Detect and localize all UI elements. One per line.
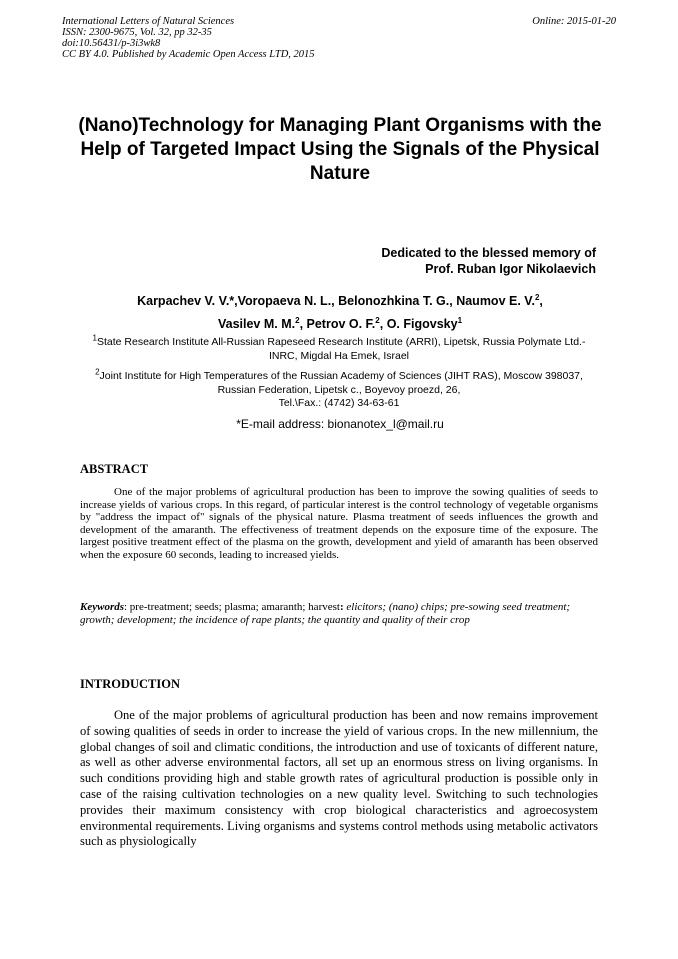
doi-line[interactable]: doi:10.56431/p-3i3wk8 bbox=[62, 38, 161, 49]
affiliation-marker: 2 bbox=[95, 367, 100, 377]
affiliation-text: State Research Institute All-Russian Rapeseed Research Institute (ARRI), Lipetsk, Russia Polymate Ltd.-INRC, Migdal Ha Emek, Israel bbox=[96, 336, 586, 362]
introduction-text: One of the major problems of agricultural production has been and now remains improvement of sowing qualities of seeds in order to increase the yield of various crops. In the new millennium, the global changes of soil and climatic conditions, the introduction and use of toxicants of different nature, as well as other adverse environmental factors, all set up an enormous stress on living organisms. In such conditions providing high and stable growth rates of agricultural production is possible only in case of the raising cultivation technologies on a new quality level. Switching to such technologies provides their maximum consistency with crop biological characteristics and agroecosystem environmental requirements. Living organisms and systems control methods using metabolic activators such as physiologically bbox=[80, 708, 598, 849]
paper-title: (Nano)Technology for Managing Plant Organisms with the Help of Targeted Impact Using the Signals of the Physical Nature bbox=[78, 115, 602, 184]
dedication-line-1: Dedicated to the blessed memory of bbox=[381, 246, 596, 260]
keywords-colon: : bbox=[339, 601, 344, 613]
keywords-plain: : pre-treatment; seeds; plasma; amaranth; harvest bbox=[124, 601, 340, 613]
affiliation-marker: 2 bbox=[534, 292, 540, 302]
affiliation-2 bbox=[80, 367, 598, 411]
author: Petrov O. F. bbox=[306, 317, 376, 331]
introduction-heading: INTRODUCTION bbox=[80, 677, 181, 691]
online-date: Online: 2015-01-20 bbox=[532, 16, 616, 27]
author: Naumov E. V. bbox=[456, 294, 535, 308]
dedication-line-2: Prof. Ruban Igor Nikolaevich bbox=[425, 262, 596, 276]
abstract-text: One of the major problems of agricultural production has been to improve the sowing qualities of seeds to increase yields of various crops. In this regard, of particular interest is the control technology of vegetable organisms by "address the impact of" signals of the physical nature. Plasma treatment of seeds influences the growth and development of the amaranth. The effectiveness of treatment depends on the exposure time of the exposure. The largest positive treatment effect of the plasma on the growth, development and yield of amaranth has been observed when the exposure 60 seconds, leading to increased yields. bbox=[80, 486, 598, 561]
affiliation-1 bbox=[80, 333, 598, 363]
keywords bbox=[80, 601, 598, 627]
affiliation-phone: Tel.\Fax.: (4742) 34-63-61 bbox=[278, 397, 400, 409]
affiliation-marker: 2 bbox=[295, 315, 300, 325]
journal-name: International Letters of Natural Sciences bbox=[62, 16, 235, 27]
author-line-2: Vasilev M. M.$^2$, Petrov O. F.$^2$, O. Figovsky$^1$ bbox=[217, 315, 463, 331]
affiliation-marker: 1 bbox=[457, 315, 463, 325]
author: Belonozhkina T. G., bbox=[338, 294, 457, 308]
author: O. Figovsky bbox=[386, 317, 458, 331]
journal-header bbox=[62, 16, 616, 60]
contact-email[interactable]: *E-mail address: bionanotex_l@mail.ru bbox=[236, 417, 444, 431]
license-line: CC BY 4.0. Published by Academic Open Access LTD, 2015 bbox=[62, 49, 315, 60]
keywords-italic: elicitors; (nano) chips; pre-sowing seed treatment; growth; development; the incidence of rape plants; the quantity and quality of their crop bbox=[80, 601, 571, 626]
affiliation-marker: 1 bbox=[92, 333, 97, 343]
keywords-label: Keywords bbox=[80, 601, 124, 613]
author-list bbox=[70, 290, 610, 336]
author: Voropaeva N. L., bbox=[237, 294, 339, 308]
affiliation-marker: 2 bbox=[375, 315, 380, 325]
dedication bbox=[196, 245, 596, 277]
author: Vasilev M. M. bbox=[217, 317, 296, 331]
abstract-heading: ABSTRACT bbox=[80, 462, 149, 476]
author: Karpachev V. V.*, bbox=[137, 294, 238, 308]
author-line-1: Karpachev V. V.*,Voropaeva N. L., Belonozhkina T. G., Naumov E. V.$^2$, bbox=[137, 292, 543, 308]
issn-line: ISSN: 2300-9675, Vol. 32, pp 32-35 bbox=[62, 27, 212, 38]
affiliation-text: Joint Institute for High Temperatures of the Russian Academy of Sciences (JIHT RAS), Moscow 398037, Russian Federation, Lipetsk c., Boyevoy proezd, 26, bbox=[99, 370, 583, 396]
